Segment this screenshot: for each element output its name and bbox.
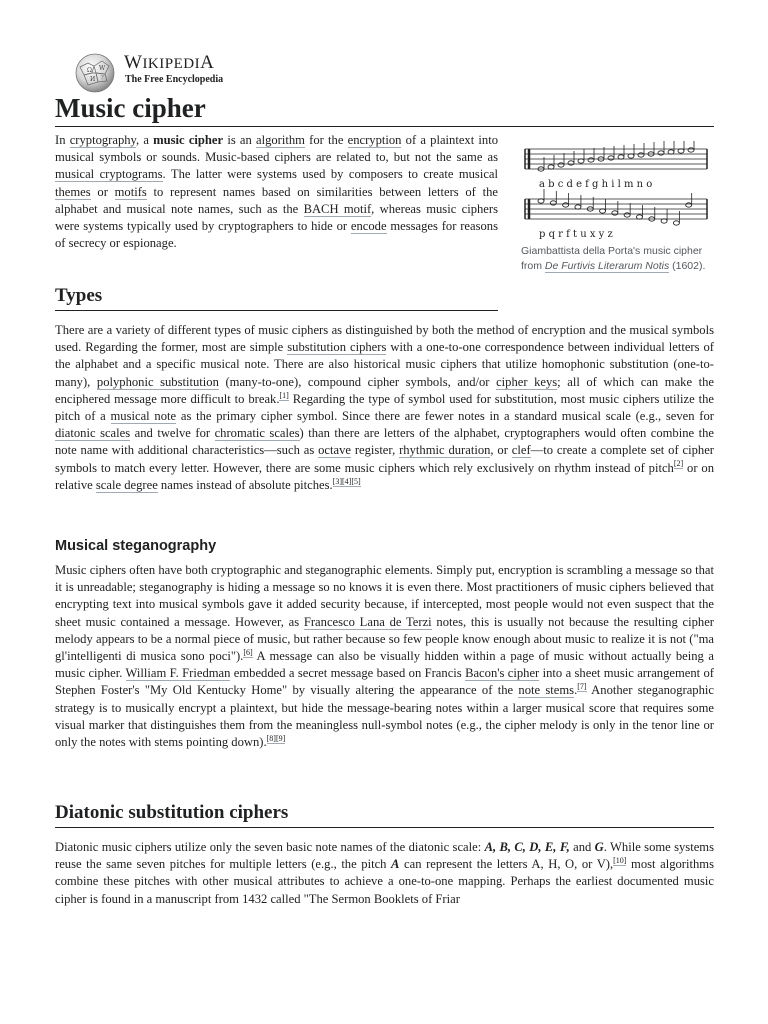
cipher-letters-row2: p q r f t u x y z (539, 229, 613, 240)
cipher-letters-row1: a b c d e f g h i l m n o (539, 179, 653, 190)
svg-text:W: W (99, 65, 106, 72)
link-rhythmic-duration[interactable]: rhythmic duration (399, 443, 491, 458)
link-octave[interactable]: octave (318, 443, 351, 458)
citation-8-9: [8][9] (266, 733, 286, 743)
cipher-figure (521, 141, 711, 274)
link-motifs[interactable]: motifs (114, 184, 147, 199)
wikipedia-tagline: The Free Encyclopedia (125, 74, 224, 85)
link-cryptography[interactable]: cryptography (69, 133, 137, 147)
citation-10: [10] (613, 856, 627, 866)
link-william-f-friedman[interactable]: William F. Friedman (125, 666, 231, 681)
link-bacons-cipher[interactable]: Bacon's cipher (465, 666, 540, 681)
link-themes[interactable]: themes (55, 184, 91, 199)
figure-caption: Giambattista della Porta's music cipher from De Furtivis Literarum Notis (1602). (521, 245, 706, 272)
steganography-paragraph: Music ciphers often have both cryptographic and steganographic elements. Simply put, encryption is scrambling a message so that it is unreadable; steganography is hiding a message so no knows it is even there. Most practitioners of music ciphers believed that encrypting text into musical symbols gave it added security because, if intercepted, most people would not even suspect that the sheet music contained a message. However, as Francesco Lana de Terzi notes, this is usually not because the resulting cipher melody appears to be a normal piece of music, but rather because so few people know enough about music to realize it is not ("ma gl'intelligenti di musica sono poci").[6] A message can also be visually hidden within a page of music without actually being a music cipher. William F. Friedman embedded a secret message based on Francis Bacon's cipher into a sheet music arrangement of Stephen Foster's "My Old Kentucky Home" by visually altering the appearance of the note stems.[7] Another steganographic strategy is to musically encrypt a plaintext, but hide the message-bearing notes within a larger musical score that requires some visual marker that distinguishes them from the meaningless null-symbol notes (e.g., the cipher melody is only in the tenor line or only the notes with stems pointing down).[8][9] (55, 563, 715, 750)
section-heading-diatonic: Diatonic substitution ciphers (55, 802, 289, 823)
svg-text:ア: ア (100, 75, 106, 81)
music-cipher-score-image[interactable] (521, 141, 711, 241)
citation-6: [6] (243, 647, 253, 657)
link-encode[interactable]: encode (350, 219, 387, 234)
title-divider (55, 126, 714, 127)
svg-text:И: И (90, 76, 96, 83)
citation-1: [1] (279, 390, 289, 400)
wikipedia-wordmark[interactable]: WIKIPEDIA (124, 52, 215, 73)
link-substitution-ciphers[interactable]: substitution ciphers (287, 340, 387, 355)
intro-paragraph: In cryptography, a music cipher is an algorithm for the encryption of a plaintext into musical symbols or sounds. Music-based ciphers are related to, but not the same as musical cryptograms. The latter were systems used by composers to create musical themes or motifs to represent names based on similarities between letters of the alphabet and musical note names, such as the BACH motif, whereas music ciphers were systems typically used by cryptographers to hide or encode messages for reasons of secrecy or espionage. (55, 133, 498, 251)
link-de-furtivis[interactable]: De Furtivis Literarum Notis (544, 260, 670, 272)
link-polyphonic-substitution[interactable]: polyphonic substitution (96, 374, 219, 389)
link-chromatic-scales[interactable]: chromatic scales (214, 426, 300, 441)
citation-7: [7] (577, 682, 587, 692)
link-algorithm[interactable]: algorithm (256, 133, 305, 147)
link-musical-note[interactable]: musical note (110, 409, 177, 424)
link-diatonic-scales[interactable]: diatonic scales (55, 426, 131, 441)
page-title: Music cipher (55, 93, 206, 123)
wikipedia-globe-logo[interactable] (72, 51, 118, 93)
types-divider (55, 310, 498, 311)
citation-2: [2] (673, 459, 684, 469)
citation-3-4-5: [3][4][5] (332, 476, 361, 486)
link-clef[interactable]: clef (511, 443, 531, 458)
svg-text:Ω: Ω (87, 67, 92, 74)
subsection-heading-steganography: Musical steganography (55, 538, 217, 554)
link-scale-degree[interactable]: scale degree (95, 477, 158, 492)
section-heading-types: Types (55, 285, 103, 306)
link-encryption[interactable]: encryption (347, 133, 402, 147)
link-musical-cryptograms[interactable]: musical cryptograms (55, 167, 163, 182)
diatonic-divider (55, 827, 714, 828)
types-paragraph: There are a variety of different types of music ciphers as distinguished by both the method of encryption and the musical symbols used. Regarding the former, most are simple substitution ciphers with a one-to-one correspondence between individual letters of the alphabet and a specific musical note. There are also historical music ciphers that utilize homophonic substitution (one-to-many), polyphonic substitution (many-to-one), compound cipher symbols, and/or cipher keys; all of which can make the enciphered message more difficult to break.[1] Regarding the type of symbol used for substitution, most music ciphers utilize the pitch of a musical note as the primary cipher symbol. Since there are fewer notes in a standard musical scale (e.g., seven for diatonic scales and twelve for chromatic scales) than there are letters of the alphabet, cryptographers would often combine the note name with additional characteristics—such as octave register, rhythmic duration, or clef—to create a complete set of cipher symbols to match every letter. However, there are some music ciphers which rely exclusively on rhythm instead of pitch[2] or on relative scale degree names instead of absolute pitches.[3][4][5] (55, 323, 714, 492)
link-cipher-keys[interactable]: cipher keys (496, 374, 558, 389)
link-francesco-lana-de-terzi[interactable]: Francesco Lana de Terzi (303, 614, 432, 629)
link-bach-motif[interactable]: BACH motif (303, 201, 372, 216)
link-note-stems[interactable]: note stems (518, 683, 575, 698)
diatonic-paragraph: Diatonic music ciphers utilize only the seven basic note names of the diatonic scale: A, B, C, D, E, F, and G. While some systems reuse the same seven pitches for multiple letters (e.g., the pitch A can represent the letters A, H, O, or V),[10] most algorithms combine these pitches with other musical attributes to achieve a one-to-one mapping. Perhaps the earliest documented music cipher is found in a manuscript from 1432 called "The Sermon Booklets of Friar (55, 840, 714, 906)
